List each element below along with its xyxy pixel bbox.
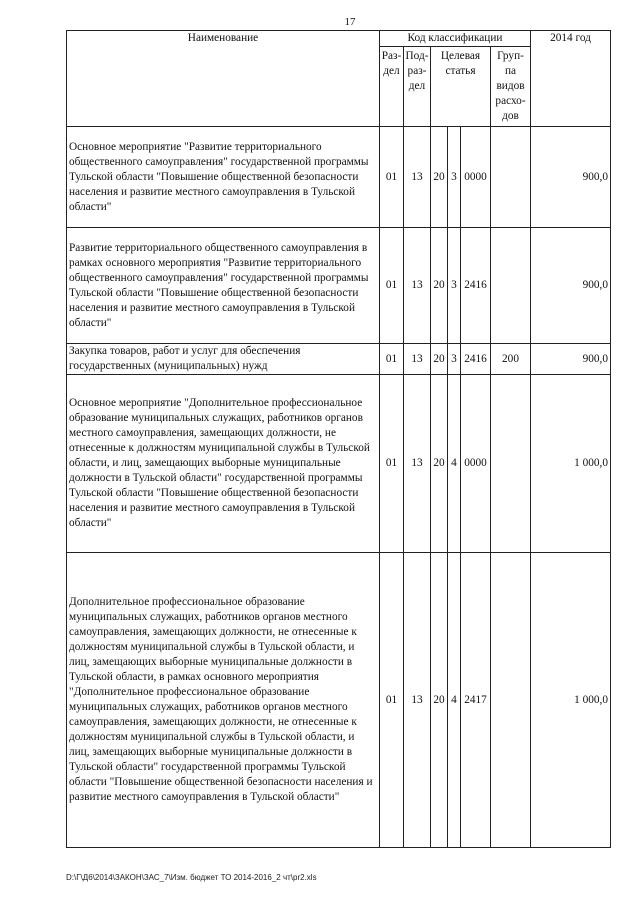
- row-amount: 900,0: [531, 228, 611, 344]
- header-target-article: Целевая статья: [431, 47, 491, 127]
- row-target-subprogram: 3: [448, 228, 461, 344]
- table-row: [67, 344, 611, 375]
- row-target-program: 20: [431, 375, 448, 553]
- page-number: 17: [344, 16, 356, 28]
- row-target-subprogram: 4: [448, 375, 461, 553]
- row-name: Закупка товаров, работ и услуг для обеспечения государственных (муниципальных) нужд: [67, 344, 380, 375]
- table-row: [67, 127, 611, 228]
- file-path-footer: D:\Г\Д6\2014\ЗАКОН\ЗАС_7\Изм. бюджет ТО 2014-2016_2 чт\pr2.xls: [66, 873, 317, 882]
- header-name: Наименование: [67, 31, 380, 127]
- row-name: Основное мероприятие "Дополнительное профессиональное образование муниципальных служащих, работников органов местного самоуправления, замещающих должности, не отнесенные к должностям муниципальной службы в Тульской области, и лиц, замещающих выборные муниципальные должности в Тульской области" государственной программы Тульской области "Повышение общественной безопасности населения и развитие местного самоуправления в Тульской области": [67, 375, 380, 553]
- row-target-code: 0000: [461, 375, 491, 553]
- row-target-code: 0000: [461, 127, 491, 228]
- row-subsection: 13: [404, 228, 431, 344]
- row-section: 01: [380, 127, 404, 228]
- row-target-program: 20: [431, 127, 448, 228]
- header-year: 2014 год: [531, 31, 611, 127]
- row-expense-group: [491, 553, 531, 848]
- row-amount: 1 000,0: [531, 375, 611, 553]
- row-target-code: 2416: [461, 344, 491, 375]
- header-expense-group: Груп- па видов расхо- дов: [491, 47, 531, 127]
- row-subsection: 13: [404, 127, 431, 228]
- row-target-code: 2416: [461, 228, 491, 344]
- row-amount: 1 000,0: [531, 553, 611, 848]
- row-subsection: 13: [404, 553, 431, 848]
- row-amount: 900,0: [531, 344, 611, 375]
- row-expense-group: [491, 228, 531, 344]
- row-name: Основное мероприятие "Развитие территориального общественного самоуправления" государственной программы Тульской области "Повышение общественной безопасности населения и развитие местного самоуправления в Тульской области": [67, 127, 380, 228]
- row-name: Развитие территориального общественного самоуправления в рамках основного мероприятия "Развитие территориального общественного самоуправления" государственной программы Тульской области "Повышение общественной безопасности населения и развитие местного самоуправления в Тульской области": [67, 228, 380, 344]
- row-target-subprogram: 4: [448, 553, 461, 848]
- table-row: [67, 375, 611, 553]
- row-section: 01: [380, 375, 404, 553]
- row-section: 01: [380, 228, 404, 344]
- row-amount: 900,0: [531, 127, 611, 228]
- row-target-program: 20: [431, 344, 448, 375]
- header-section: Раз- дел: [380, 47, 404, 127]
- row-target-subprogram: 3: [448, 127, 461, 228]
- row-target-program: 20: [431, 553, 448, 848]
- row-section: 01: [380, 553, 404, 848]
- row-target-program: 20: [431, 228, 448, 344]
- table-row: [67, 553, 611, 848]
- table-row: [67, 228, 611, 344]
- table-body: [67, 127, 611, 848]
- row-name: Дополнительное профессиональное образование муниципальных служащих, работников органов местного самоуправления, замещающих должности, не отнесенные к должностям муниципальной службы в Тульской области, и лиц, замещающих выборные муниципальные должности в Тульской области, в рамках основного мероприятия "Дополнительное профессиональное образование муниципальных служащих, работников органов местного самоуправления, замещающих должности, не отнесенные к должностям муниципальной службы в Тульской области, и лиц, замещающих выборные муниципальные должности в Тульской области" государственной программы Тульской области "Повышение общественной безопасности населения и развитие местного самоуправления в Тульской области": [67, 553, 380, 848]
- budget-table: [66, 30, 611, 848]
- header-classification: Код классификации: [380, 31, 531, 47]
- row-expense-group: [491, 127, 531, 228]
- row-expense-group: 200: [491, 344, 531, 375]
- row-subsection: 13: [404, 375, 431, 553]
- row-target-code: 2417: [461, 553, 491, 848]
- header-subsection: Под- раз- дел: [404, 47, 431, 127]
- row-target-subprogram: 3: [448, 344, 461, 375]
- table-header: [67, 31, 611, 127]
- row-expense-group: [491, 375, 531, 553]
- row-section: 01: [380, 344, 404, 375]
- row-subsection: 13: [404, 344, 431, 375]
